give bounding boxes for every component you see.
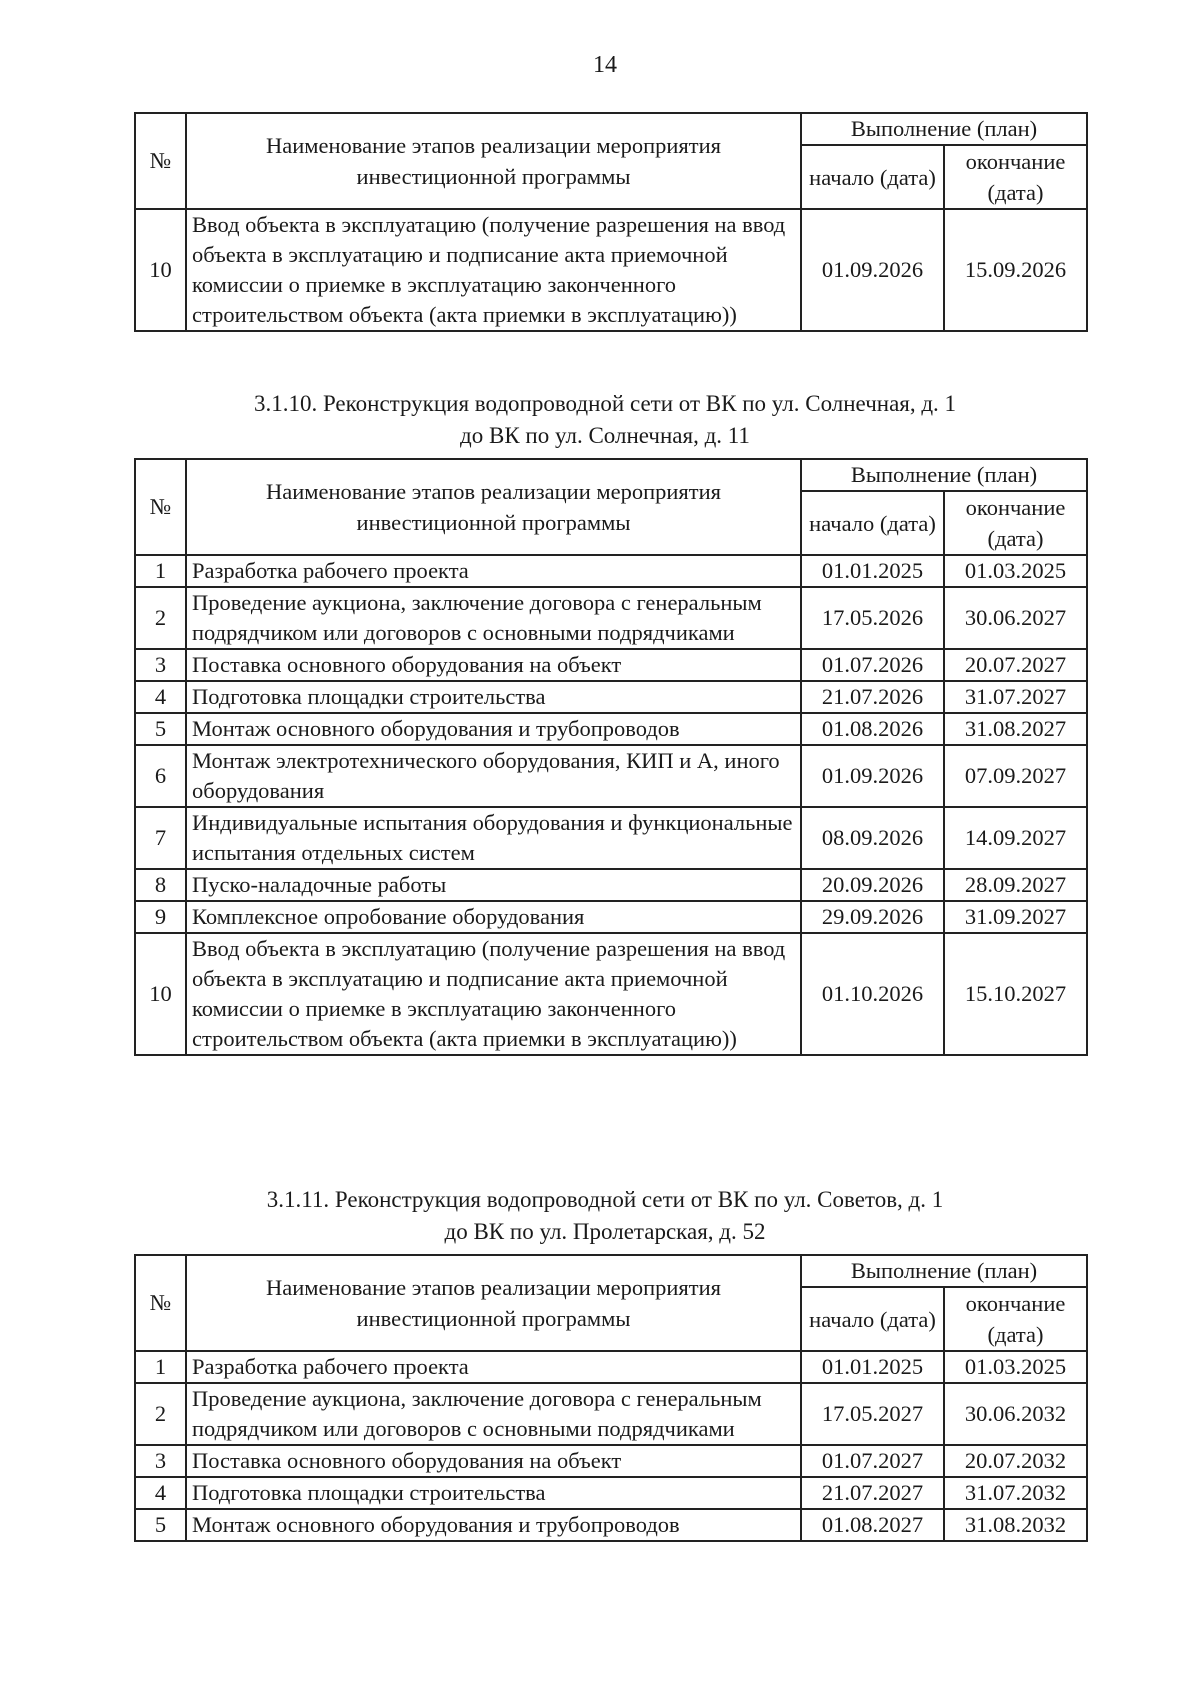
header-execution: Выполнение (план) — [801, 1255, 1087, 1287]
header-end: окончание (дата) — [944, 1287, 1087, 1351]
row-start-date: 17.05.2026 — [801, 587, 944, 649]
section-title-3-1-11: 3.1.11. Реконструкция водопроводной сети от ВК по ул. Советов, д. 1 до ВК по ул. Пролетарская, д. 52 — [266, 1187, 944, 1244]
row-stage-name: Ввод объекта в эксплуатацию (получение разрешения на ввод объекта в эксплуатацию и подписание акта приемочной комиссии о приемке в эксплуатацию законченного строительством объекта (акта приемки в эксплуатацию)) — [186, 933, 801, 1055]
row-stage-name: Разработка рабочего проекта — [186, 555, 801, 587]
row-number: 10 — [135, 209, 186, 331]
row-number: 3 — [135, 1445, 186, 1477]
row-stage-name: Проведение аукциона, заключение договора с генеральным подрядчиком или договоров с основными подрядчиками — [186, 587, 801, 649]
row-end-date: 31.08.2032 — [944, 1509, 1087, 1541]
table-row — [135, 901, 1087, 933]
table-row — [135, 649, 1087, 681]
header-start: начало (дата) — [801, 491, 944, 555]
row-end-date: 31.07.2027 — [944, 681, 1087, 713]
row-start-date: 01.09.2026 — [801, 209, 944, 331]
row-number: 1 — [135, 1351, 186, 1383]
row-start-date: 01.01.2025 — [801, 555, 944, 587]
row-end-date: 15.09.2026 — [944, 209, 1087, 331]
row-start-date: 01.01.2025 — [801, 1351, 944, 1383]
row-stage-name: Монтаж основного оборудования и трубопроводов — [186, 1509, 801, 1541]
row-start-date: 20.09.2026 — [801, 869, 944, 901]
header-name: Наименование этапов реализации мероприятия инвестиционной программы — [186, 113, 801, 209]
table-row — [135, 587, 1087, 649]
row-stage-name: Поставка основного оборудования на объект — [186, 649, 801, 681]
header-name: Наименование этапов реализации мероприятия инвестиционной программы — [186, 1255, 801, 1351]
table-row — [135, 869, 1087, 901]
header-num: № — [135, 113, 186, 209]
row-end-date: 14.09.2027 — [944, 807, 1087, 869]
row-start-date: 21.07.2027 — [801, 1477, 944, 1509]
page-number: 14 — [593, 52, 617, 78]
table-row — [135, 1445, 1087, 1477]
section-title-3-1-10: 3.1.10. Реконструкция водопроводной сети от ВК по ул. Солнечная, д. 1 до ВК по ул. Солнечная, д. 11 — [253, 391, 957, 448]
row-stage-name: Пуско-наладочные работы — [186, 869, 801, 901]
row-start-date: 01.07.2026 — [801, 649, 944, 681]
row-start-date: 01.07.2027 — [801, 1445, 944, 1477]
row-stage-name: Монтаж основного оборудования и трубопроводов — [186, 713, 801, 745]
row-number: 5 — [135, 1509, 186, 1541]
row-number: 3 — [135, 649, 186, 681]
row-stage-name: Поставка основного оборудования на объект — [186, 1445, 801, 1477]
row-end-date: 28.09.2027 — [944, 869, 1087, 901]
table-row — [135, 555, 1087, 587]
table-row — [135, 681, 1087, 713]
row-stage-name: Монтаж электротехнического оборудования, КИП и А, иного оборудования — [186, 745, 801, 807]
row-start-date: 01.10.2026 — [801, 933, 944, 1055]
row-number: 2 — [135, 587, 186, 649]
row-end-date: 31.08.2027 — [944, 713, 1087, 745]
row-end-date: 20.07.2032 — [944, 1445, 1087, 1477]
row-number: 5 — [135, 713, 186, 745]
row-number: 4 — [135, 681, 186, 713]
header-start: начало (дата) — [801, 145, 944, 209]
table-row — [135, 933, 1087, 1055]
row-stage-name: Разработка рабочего проекта — [186, 1351, 801, 1383]
table-row — [135, 745, 1087, 807]
table-row — [135, 1351, 1087, 1383]
row-number: 10 — [135, 933, 186, 1055]
row-stage-name: Ввод объекта в эксплуатацию (получение разрешения на ввод объекта в эксплуатацию и подписание акта приемочной комиссии о приемке в эксплуатацию законченного строительством объекта (акта приемки в эксплуатацию)) — [186, 209, 801, 331]
row-end-date: 01.03.2025 — [944, 555, 1087, 587]
row-stage-name: Индивидуальные испытания оборудования и функциональные испытания отдельных систем — [186, 807, 801, 869]
table-continued — [134, 112, 1086, 332]
row-end-date: 01.03.2025 — [944, 1351, 1087, 1383]
row-end-date: 15.10.2027 — [944, 933, 1087, 1055]
row-number: 8 — [135, 869, 186, 901]
table-row — [135, 209, 1087, 331]
row-number: 9 — [135, 901, 186, 933]
row-end-date: 20.07.2027 — [944, 649, 1087, 681]
table-3-1-10 — [134, 458, 1086, 1056]
header-execution: Выполнение (план) — [801, 459, 1087, 491]
row-start-date: 01.08.2026 — [801, 713, 944, 745]
table-row — [135, 1477, 1087, 1509]
table-3-1-11 — [134, 1254, 1086, 1542]
row-stage-name: Проведение аукциона, заключение договора с генеральным подрядчиком или договоров с основными подрядчиками — [186, 1383, 801, 1445]
row-stage-name: Подготовка площадки строительства — [186, 1477, 801, 1509]
row-end-date: 07.09.2027 — [944, 745, 1087, 807]
header-num: № — [135, 459, 186, 555]
header-start: начало (дата) — [801, 1287, 944, 1351]
row-end-date: 31.07.2032 — [944, 1477, 1087, 1509]
row-end-date: 30.06.2032 — [944, 1383, 1087, 1445]
row-number: 1 — [135, 555, 186, 587]
row-start-date: 29.09.2026 — [801, 901, 944, 933]
row-stage-name: Комплексное опробование оборудования — [186, 901, 801, 933]
table-row — [135, 807, 1087, 869]
row-start-date: 01.09.2026 — [801, 745, 944, 807]
header-num: № — [135, 1255, 186, 1351]
header-name: Наименование этапов реализации мероприятия инвестиционной программы — [186, 459, 801, 555]
header-end: окончание (дата) — [944, 145, 1087, 209]
row-start-date: 17.05.2027 — [801, 1383, 944, 1445]
row-start-date: 08.09.2026 — [801, 807, 944, 869]
row-start-date: 21.07.2026 — [801, 681, 944, 713]
row-number: 4 — [135, 1477, 186, 1509]
table-row — [135, 713, 1087, 745]
header-execution: Выполнение (план) — [801, 113, 1087, 145]
row-end-date: 30.06.2027 — [944, 587, 1087, 649]
header-end: окончание (дата) — [944, 491, 1087, 555]
row-end-date: 31.09.2027 — [944, 901, 1087, 933]
table-row — [135, 1383, 1087, 1445]
row-start-date: 01.08.2027 — [801, 1509, 944, 1541]
row-number: 7 — [135, 807, 186, 869]
row-number: 6 — [135, 745, 186, 807]
row-number: 2 — [135, 1383, 186, 1445]
row-stage-name: Подготовка площадки строительства — [186, 681, 801, 713]
table-row — [135, 1509, 1087, 1541]
